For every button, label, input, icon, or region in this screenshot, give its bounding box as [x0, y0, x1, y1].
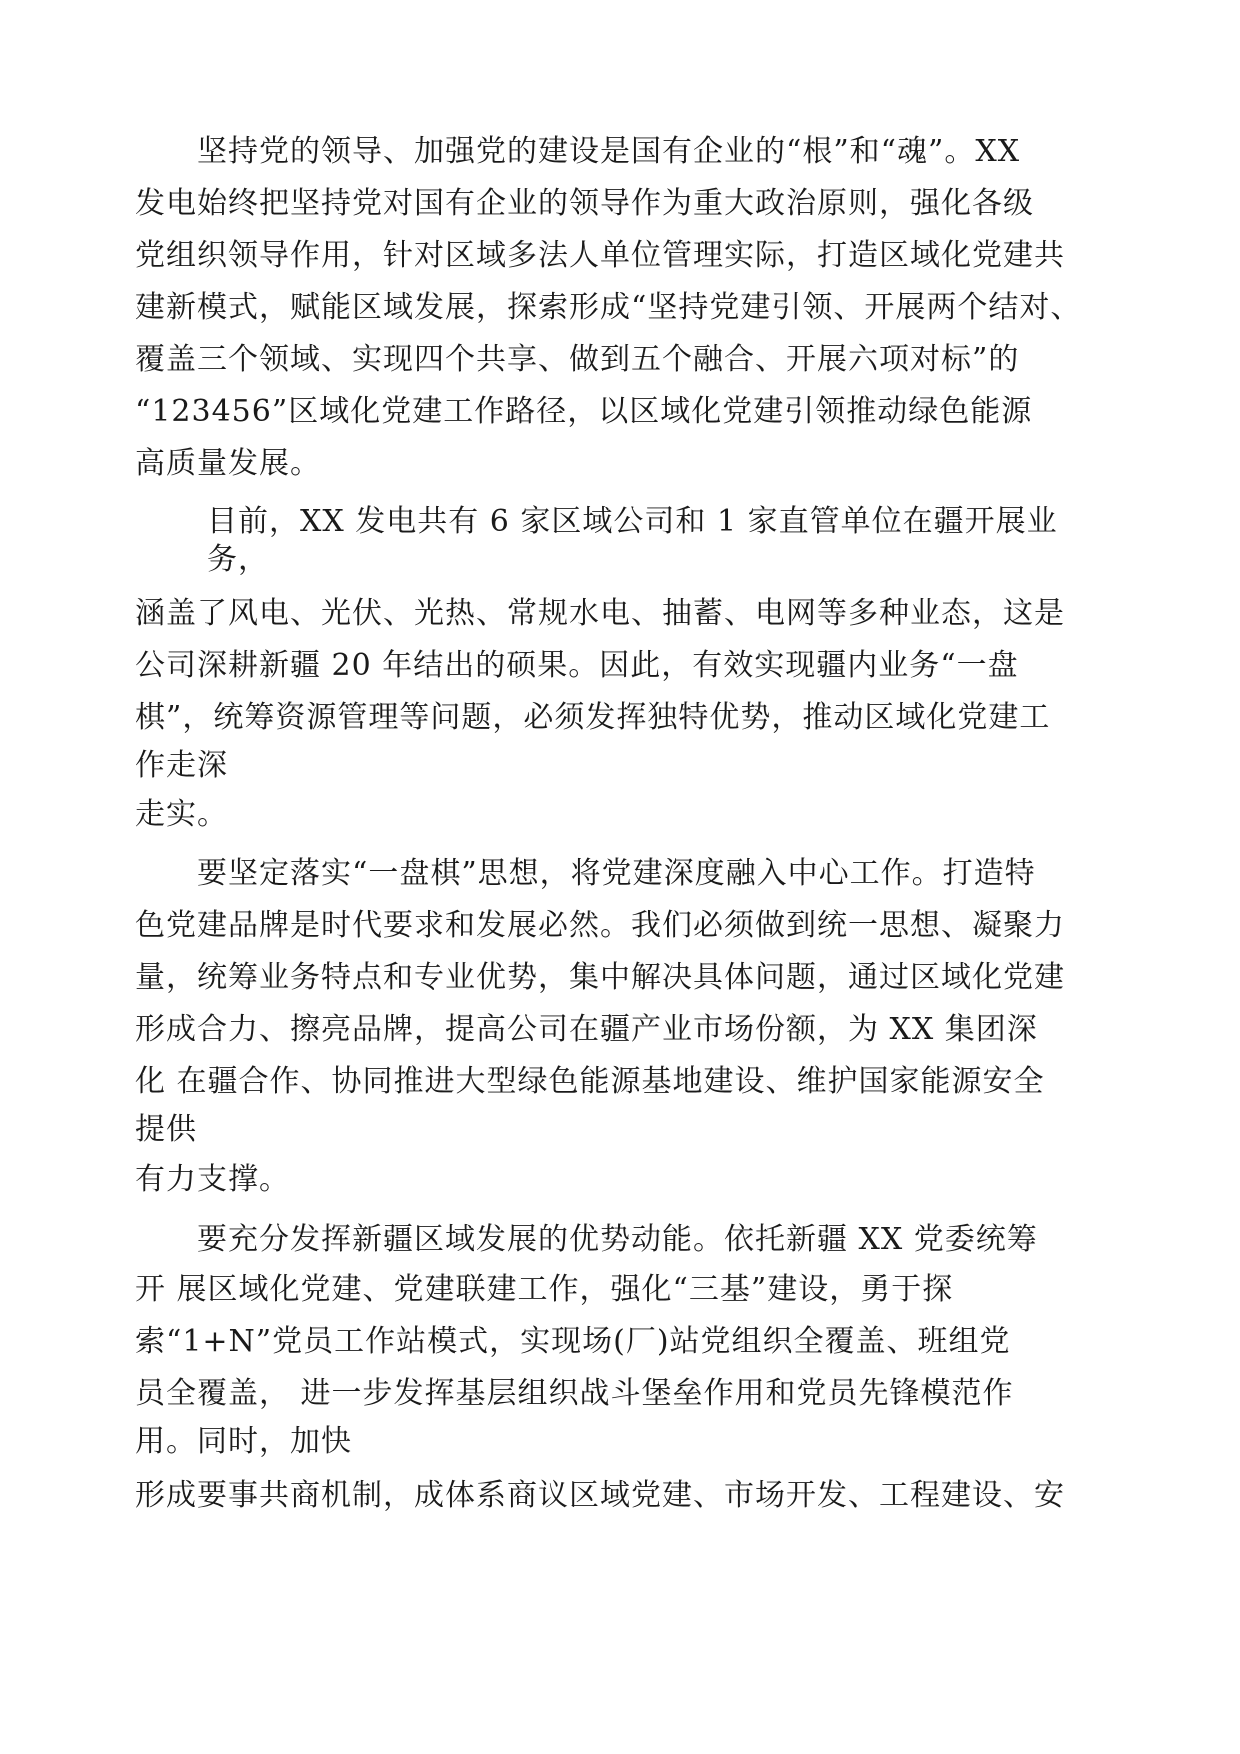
text-line: 涵盖了风电、光伏、光热、常规水电、抽蓄、电网等多种业态，这是	[135, 596, 1065, 631]
text-line: 党组织领导作用，针对区域多法人单位管理实际，打造区域化党建共	[135, 238, 1065, 273]
text-line: 员全覆盖， 进一步发挥基层组织战斗堡垒作用和党员先锋模范作	[135, 1376, 1014, 1411]
text-line: 覆盖三个领域、实现四个共享、做到五个融合、开展六项对标”的	[135, 342, 1020, 377]
text-line: 量，统筹业务特点和专业优势，集中解决具体问题，通过区域化党建	[135, 960, 1065, 995]
text-line: 发电始终把坚持党对国有企业的领导作为重大政治原则，强化各级	[135, 186, 1034, 221]
text-line: 索“1+N”党员工作站模式，实现场(厂)站党组织全覆盖、班组党	[135, 1324, 1011, 1359]
text-line: 色党建品牌是时代要求和发展必然。我们必须做到统一思想、凝聚力	[135, 908, 1065, 943]
text-line: 公司深耕新疆 20 年结出的硕果。因此，有效实现疆内业务“一盘	[135, 648, 1019, 683]
text-line: 坚持党的领导、加强党的建设是国有企业的“根”和“魂”。XX	[197, 134, 1021, 169]
text-line: 高质量发展。	[135, 446, 321, 481]
text-line: 化 在疆合作、协同推进大型绿色能源基地建设、维护国家能源安全	[135, 1064, 1045, 1099]
text-line: 提供	[135, 1112, 197, 1147]
text-line: 目前，XX 发电共有 6 家区域公司和 1 家直管单位在疆开展业	[207, 504, 1058, 539]
text-line: “123456”区域化党建工作路径，以区域化党建引领推动绿色能源	[135, 394, 1033, 429]
text-line: 作走深	[135, 748, 228, 783]
text-line: 有力支撑。	[135, 1162, 290, 1197]
text-line: 开 展区域化党建、党建联建工作，强化“三基”建设，勇于探	[135, 1272, 954, 1307]
text-line: 务，	[207, 542, 269, 577]
text-line: 要充分发挥新疆区域发展的优势动能。依托新疆 XX 党委统筹	[197, 1222, 1038, 1257]
text-line: 形成合力、擦亮品牌，提高公司在疆产业市场份额，为 XX 集团深	[135, 1012, 1038, 1047]
text-line: 用。同时，加快	[135, 1424, 352, 1459]
text-line: 形成要事共商机制，成体系商议区域党建、市场开发、工程建设、安	[135, 1478, 1065, 1513]
text-line: 建新模式，赋能区域发展，探索形成“坚持党建引领、开展两个结对、	[135, 290, 1082, 325]
text-line: 要坚定落实“一盘棋”思想，将党建深度融入中心工作。打造特	[197, 856, 1036, 891]
text-line: 棋”，统筹资源管理等问题，必须发挥独特优势，推动区域化党建工	[135, 700, 1051, 735]
text-line: 走实。	[135, 797, 228, 832]
